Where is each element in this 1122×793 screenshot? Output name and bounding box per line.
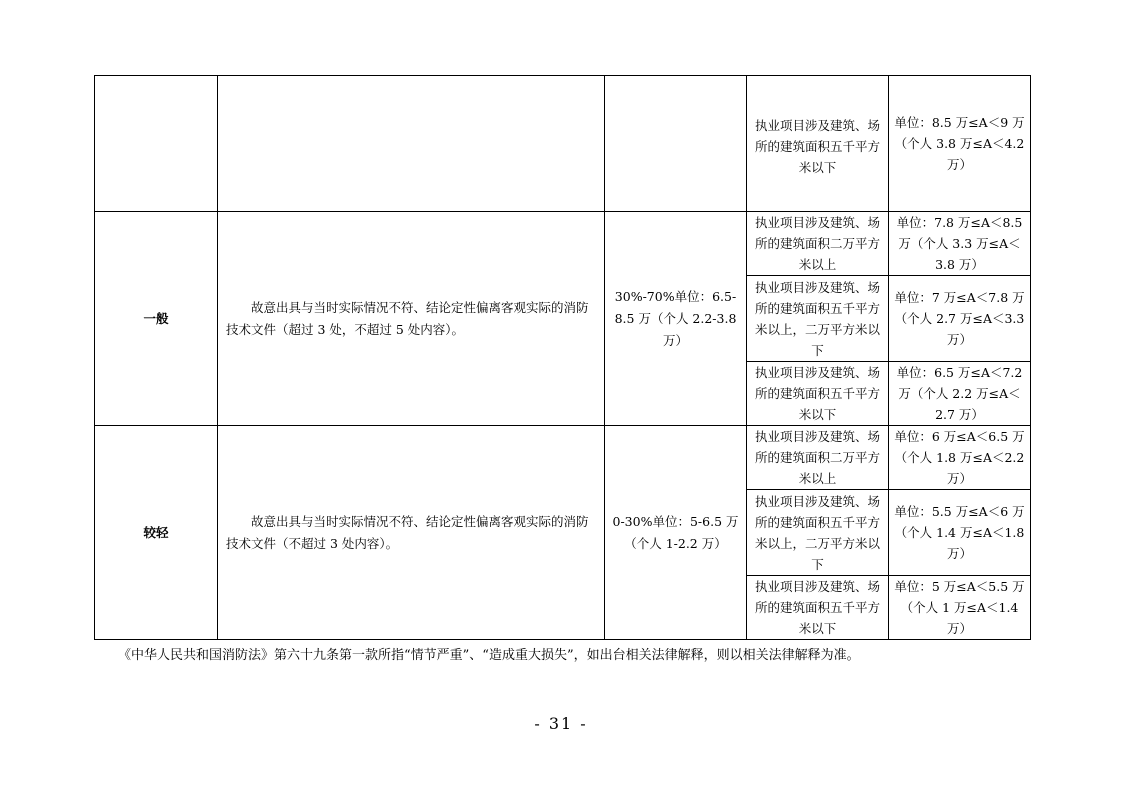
fine-text: 单位：5.5 万≤A＜6 万（个人 1.4 万≤A＜1.8 万） bbox=[894, 504, 1025, 561]
area-cell bbox=[747, 490, 889, 576]
table-row-general-1 bbox=[95, 212, 1031, 276]
area-cell bbox=[747, 362, 889, 426]
ratio-minor bbox=[605, 426, 747, 640]
description-general bbox=[218, 212, 605, 426]
fine-text: 单位：8.5 万≤A＜9 万（个人 3.8 万≤A＜4.2 万） bbox=[894, 115, 1025, 172]
fine-text: 单位：6 万≤A＜6.5 万（个人 1.8 万≤A＜2.2 万） bbox=[894, 429, 1025, 486]
description-general-text: 故意出具与当时实际情况不符、结论定性偏离客观实际的消防技术文件（超过 3 处，不超过 5 处内容）。 bbox=[226, 299, 589, 337]
area-cell bbox=[747, 212, 889, 276]
fine-cell bbox=[889, 576, 1031, 640]
area-text: 执业项目涉及建筑、场所的建筑面积五千平方米以上，二万平方米以下 bbox=[754, 279, 880, 358]
area-text: 执业项目涉及建筑、场所的建筑面积二万平方米以上 bbox=[754, 429, 880, 486]
ratio-general-text: 30%-70%单位：6.5-8.5 万（个人 2.2-3.8 万） bbox=[614, 288, 737, 348]
area-cell bbox=[747, 76, 889, 212]
page-number: - 31 - bbox=[534, 714, 588, 733]
table-row-minor-1 bbox=[95, 426, 1031, 490]
level-cell-empty bbox=[95, 76, 218, 212]
description-cell-empty bbox=[218, 76, 605, 212]
description-minor-text: 故意出具与当时实际情况不符、结论定性偏离客观实际的消防技术文件（不超过 3 处内容）。 bbox=[226, 513, 589, 551]
fine-text: 单位：7.8 万≤A＜8.5 万（个人 3.3 万≤A＜3.8 万） bbox=[896, 215, 1023, 272]
footnote: 《中华人民共和国消防法》第六十九条第一款所指“情节严重”、“造成重大损失”，如出台相关法律解释，则以相关法律解释为准。 bbox=[118, 648, 860, 663]
area-text: 执业项目涉及建筑、场所的建筑面积五千平方米以上，二万平方米以下 bbox=[754, 493, 880, 572]
fine-text: 单位：5 万≤A＜5.5 万（个人 1 万≤A＜1.4 万） bbox=[894, 579, 1025, 636]
level-general: 一般 bbox=[95, 212, 218, 426]
fine-cell bbox=[889, 76, 1031, 212]
description-minor bbox=[218, 426, 605, 640]
fine-cell bbox=[889, 426, 1031, 490]
ratio-general bbox=[605, 212, 747, 426]
level-minor: 较轻 bbox=[95, 426, 218, 640]
fine-cell bbox=[889, 212, 1031, 276]
ratio-cell-empty bbox=[605, 76, 747, 212]
area-text: 执业项目涉及建筑、场所的建筑面积五千平方米以下 bbox=[754, 579, 880, 636]
area-cell bbox=[747, 276, 889, 362]
area-cell bbox=[747, 576, 889, 640]
fine-cell bbox=[889, 490, 1031, 576]
area-text: 执业项目涉及建筑、场所的建筑面积二万平方米以上 bbox=[754, 215, 880, 272]
area-cell bbox=[747, 426, 889, 490]
fine-text: 单位：7 万≤A＜7.8 万（个人 2.7 万≤A＜3.3 万） bbox=[894, 290, 1025, 347]
table-row-continuation bbox=[95, 76, 1031, 212]
ratio-minor-text: 0-30%单位：5-6.5 万（个人 1-2.2 万） bbox=[612, 513, 739, 551]
area-text: 执业项目涉及建筑、场所的建筑面积五千平方米以下 bbox=[754, 365, 880, 422]
penalty-table bbox=[94, 75, 1031, 640]
area-text: 执业项目涉及建筑、场所的建筑面积五千平方米以下 bbox=[754, 118, 880, 175]
fine-cell bbox=[889, 362, 1031, 426]
fine-text: 单位：6.5 万≤A＜7.2 万（个人 2.2 万≤A＜2.7 万） bbox=[896, 365, 1023, 422]
fine-cell bbox=[889, 276, 1031, 362]
